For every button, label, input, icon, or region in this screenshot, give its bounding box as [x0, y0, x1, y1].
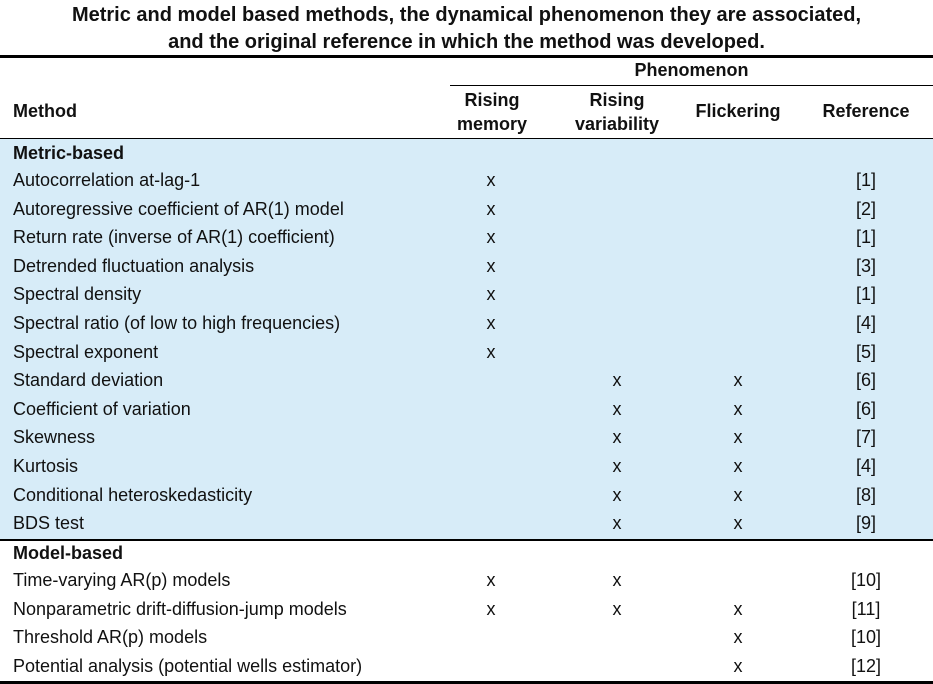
caption-line-1: Metric and model based methods, the dynamical phenomenon they are associated, [71, 4, 862, 26]
header-rising-memory-line1: Rising [464, 90, 520, 110]
flickering-cell: x [733, 370, 743, 391]
method-cell: Coefficient of variation [13, 398, 191, 419]
table-caption [0, 0, 933, 56]
rising-memory-cell: x [486, 341, 496, 362]
flickering-cell: x [733, 456, 743, 476]
flickering-cell: x [733, 598, 743, 619]
rising-variability-cell: x [612, 484, 622, 505]
top-rule [0, 55, 933, 58]
flickering-cell: x [733, 427, 743, 448]
reference-cell: [10] [850, 570, 882, 590]
table-row [0, 167, 933, 196]
rising-variability-cell: x [612, 370, 622, 391]
rising-memory-cell: x [486, 255, 496, 276]
rising-variability-cell: x [612, 513, 622, 534]
method-cell: BDS test [13, 513, 85, 534]
table-row [0, 310, 933, 339]
rising-memory-cell: x [486, 284, 496, 305]
table-row [0, 253, 933, 282]
reference-cell: [12] [850, 655, 882, 676]
rising-variability-cell: x [612, 456, 622, 476]
section-title-metric: Metric-based [13, 143, 125, 163]
method-cell: Threshold AR(p) models [13, 627, 208, 648]
rising-memory-cell: x [486, 598, 496, 619]
header-reference: Reference [822, 101, 910, 121]
rising-variability-cell: x [612, 570, 622, 590]
table-row [0, 424, 933, 453]
reference-cell: [10] [850, 627, 882, 648]
header-rising-variability-line1: Rising [589, 90, 645, 110]
reference-cell: [9] [855, 513, 876, 534]
reference-cell: [6] [855, 398, 876, 419]
rising-memory-cell: x [486, 198, 496, 219]
header-rising-variability-line2: variability [574, 114, 660, 134]
rising-variability-cell: x [612, 398, 622, 419]
header-flickering: Flickering [695, 101, 781, 121]
header-method: Method [13, 101, 77, 121]
method-cell: Standard deviation [13, 370, 164, 391]
table-row [0, 510, 933, 539]
rising-memory-cell: x [486, 570, 496, 590]
table-row [0, 567, 933, 596]
reference-cell: [2] [855, 198, 876, 219]
method-cell: Conditional heteroskedasticity [13, 484, 253, 505]
reference-cell: [8] [855, 484, 876, 505]
header-rising-variability [560, 88, 674, 136]
rising-variability-cell: x [612, 427, 622, 448]
phenomenon-group-header: Phenomenon [634, 60, 749, 80]
flickering-cell: x [733, 655, 743, 676]
method-cell: Detrended fluctuation analysis [13, 255, 255, 276]
rising-variability-cell: x [612, 598, 622, 619]
table-row [0, 396, 933, 425]
method-cell: Skewness [13, 427, 96, 448]
table-row [0, 653, 933, 682]
header-rising-memory-line2: memory [456, 114, 528, 134]
flickering-cell: x [733, 484, 743, 505]
table-row [0, 224, 933, 253]
table-row [0, 281, 933, 310]
reference-cell: [1] [855, 227, 876, 248]
reference-cell: [11] [851, 598, 881, 619]
method-cell: Spectral density [13, 284, 142, 305]
flickering-cell: x [733, 398, 743, 419]
flickering-cell: x [733, 513, 743, 534]
rising-memory-cell: x [486, 227, 496, 248]
reference-cell: [6] [855, 370, 876, 391]
reference-cell: [7] [855, 427, 876, 448]
header-rising-memory [440, 88, 544, 136]
method-cell: Kurtosis [13, 456, 79, 476]
reference-cell: [1] [855, 170, 876, 190]
table-row [0, 596, 933, 625]
method-cell: Return rate (inverse of AR(1) coefficient) [13, 227, 335, 248]
reference-cell: [5] [855, 341, 876, 362]
table-row [0, 482, 933, 511]
method-cell: Autoregressive coefficient of AR(1) model [13, 198, 344, 219]
table-row [0, 453, 933, 482]
method-cell: Spectral exponent [13, 341, 159, 362]
table-row [0, 339, 933, 368]
reference-cell: [3] [855, 255, 876, 276]
flickering-cell: x [733, 627, 743, 648]
method-cell: Potential analysis (potential wells estimator) [13, 655, 363, 676]
table-row [0, 196, 933, 225]
caption-line-2: and the original reference in which the method was developed. [168, 31, 765, 53]
method-cell: Spectral ratio (of low to high frequencies) [13, 313, 341, 333]
table-row [0, 624, 933, 653]
phenomenon-rule [450, 85, 933, 86]
reference-cell: [1] [855, 284, 876, 305]
method-cell: Autocorrelation at-lag-1 [13, 170, 201, 190]
reference-cell: [4] [855, 313, 876, 333]
method-cell: Time-varying AR(p) models [13, 570, 231, 590]
table-row [0, 367, 933, 396]
rising-memory-cell: x [486, 170, 496, 190]
reference-cell: [4] [855, 456, 876, 476]
rising-memory-cell: x [486, 313, 496, 333]
section-title-model: Model-based [13, 543, 124, 563]
method-cell: Nonparametric drift-diffusion-jump models [13, 598, 347, 619]
